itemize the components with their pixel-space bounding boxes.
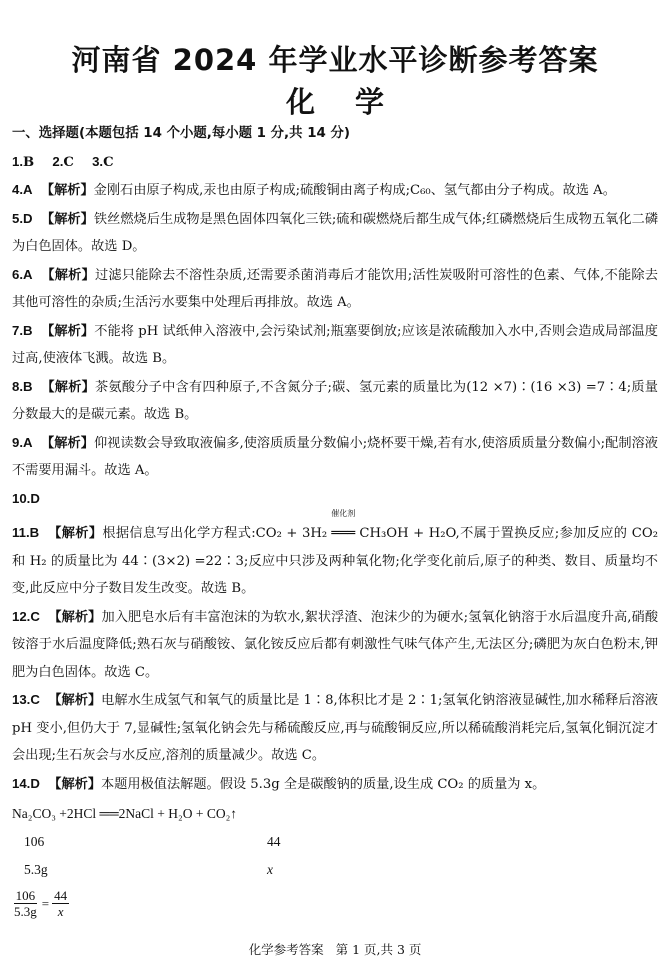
question-13: 13.C 【解析】电解水生成氢气和氧气的质量比是 1∶8,体积比才是 2∶1;氢氧化钠溶液显碱性,加水稀释后溶液 pH 变小,但仍大于 7,显碱性;氢氧化钠会先与稀硫酸反应,再与硫酸铜反应,所以稀硫酸消耗完后,氢氧化铜沉淀才会出现;生石灰会与水反应,溶剂的质量减少。故选 C。 bbox=[12, 692, 658, 763]
question-14: 14.D 【解析】本题用极值法解题。假设 5.3g 全是碳酸钠的质量,设生成 CO₂ 的质量为 x。 bbox=[12, 775, 546, 792]
question-10: 10.D bbox=[12, 490, 40, 506]
question-12: 12.C 【解析】加入肥皂水后有丰富泡沫的为软水,絮状浮渣、泡沫少的为硬水;氢氧化钠溶于水后温度升高,硝酸铵溶于水后温度降低;熟石灰与硝酸铵、氯化铵反应后都有刺激性气味气体产生,无法区分;磷肥为灰白色粉末,钾肥为白色固体。故选 C。 bbox=[12, 608, 659, 680]
answer-item: 3.C bbox=[92, 153, 114, 170]
answer-content bbox=[12, 120, 658, 948]
subject-title: 化学 bbox=[285, 85, 424, 119]
simple-answers-row bbox=[12, 148, 658, 177]
question-11: 11.B 【解析】根据信息写出化学方程式:CO₂ + 3H₂ 催化剂 ═══ CH₃OH + H₂O,不属于置换反应;参加反应的 CO₂ 和 H₂ 的质量比为 44∶(3×2) =22∶3;反应中只涉及两种氧化物;化学变化前后,原子的种类、数目、质量均不变,此反应中分子数目发生改变。故选 B。 bbox=[12, 509, 658, 596]
answer-item: 1.B bbox=[12, 153, 35, 170]
question-7: 7.B 【解析】不能将 pH 试纸伸入溶液中,会污染试剂;瓶塞要倒放;应该是浓硫酸加入水中,否则会造成局部温度过高,使液体飞溅。故选 B。 bbox=[12, 322, 658, 366]
value-left: 5.3g bbox=[24, 862, 48, 877]
footer-label: 化学参考答案 bbox=[248, 942, 324, 957]
section-heading: 一、选择题(本题包括 14 个小题,每小题 1 分,共 14 分) bbox=[12, 126, 351, 141]
question-5: 5.D 【解析】铁丝燃烧后生成物是黑色固体四氧化三铁;硫和碳燃烧后都生成气体;红磷燃烧后生成物五氧化二磷为白色固体。故选 D。 bbox=[12, 210, 659, 254]
document-title: 河南省 2024 年学业水平诊断参考答案 bbox=[71, 43, 599, 77]
proportion-equation: $\frac{106}{5.3g}$ = $\frac{44}{x}$ bbox=[14, 888, 68, 919]
question-9: 9.A 【解析】仰视读数会导致取液偏多,使溶质质量分数偏小;烧杯要干燥,若有水,使溶质质量分数偏小;配制溶液不需要用漏斗。故选 A。 bbox=[12, 434, 658, 478]
answer-item: 2.C bbox=[52, 153, 74, 170]
value-right: x bbox=[267, 862, 273, 877]
question-4: 4.A 【解析】金刚石由原子构成,汞也由原子构成;硫酸铜由离子构成;C₆₀、氢气都由分子构成。故选 A。 bbox=[12, 182, 616, 198]
catalyst-arrow: 催化剂 ═══ bbox=[331, 509, 360, 541]
calculation-block bbox=[12, 798, 658, 948]
footer-page-number: 第 1 页,共 3 页 bbox=[335, 942, 422, 957]
chemical-equation: Na₂CO₃ +2HCl ══2NaCl + H₂O + CO₂↑ bbox=[12, 806, 238, 821]
question-6: 6.A 【解析】过滤只能除去不溶性杂质,还需要杀菌消毒后才能饮用;活性炭吸附可溶性的色素、气体,不能除去其他可溶性的杂质;生活污水要集中处理后再排放。故选 A。 bbox=[12, 266, 658, 310]
page-footer bbox=[0, 940, 670, 958]
question-8: 8.B 【解析】茶氨酸分子中含有四种原子,不含氮分子;碳、氢元素的质量比为(12 ×7)∶(16 ×3) =7∶4;质量分数最大的是碳元素。故选 B。 bbox=[12, 378, 658, 422]
molar-mass-right: 44 bbox=[267, 834, 281, 849]
molar-mass-left: 106 bbox=[24, 834, 45, 849]
